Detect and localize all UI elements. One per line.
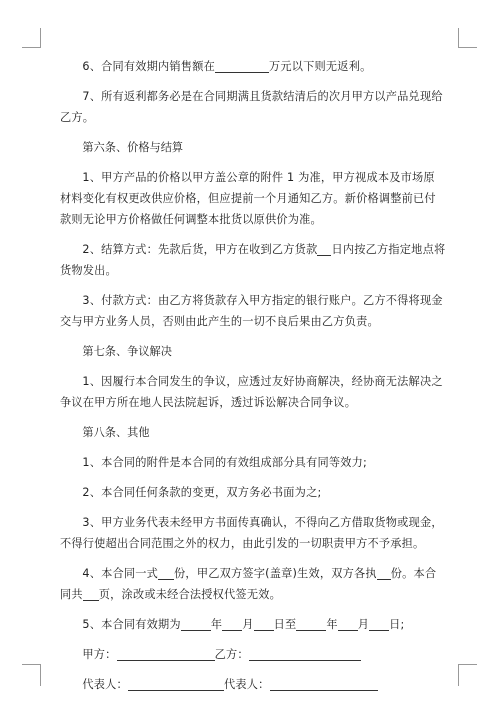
rep-b-signature-line[interactable]	[270, 677, 378, 691]
blank-days[interactable]	[317, 242, 331, 256]
clause-text: 日至	[273, 618, 297, 631]
blank-start-month[interactable]	[222, 617, 242, 631]
price-clause-1: 1、甲方产品的价格以甲方盖公章的附件 1 为准，甲方视成本及市场原材料变化有权更改供应价格，但应提前一个月通知乙方。新价格调整前已付款则无论甲方价格做任何调整本批货以原供价为准。	[60, 171, 436, 226]
signature-row-parties	[60, 644, 446, 665]
clause-text: 月	[242, 618, 254, 631]
section-7-heading: 第七条、争议解决	[82, 345, 172, 358]
clause-text: 年	[210, 618, 223, 631]
crop-mark-bottom-left-h	[22, 664, 41, 665]
crop-mark-top-right-v	[458, 28, 459, 48]
clause-text: 6、合同有效期内销售额在	[82, 60, 215, 73]
crop-mark-bottom-right-h	[458, 664, 477, 665]
clause-text: 月	[357, 618, 370, 631]
section-6-heading: 第六条、价格与结算	[82, 141, 184, 154]
party-a-label: 甲方：	[82, 648, 117, 661]
crop-mark-top-left-h	[22, 47, 41, 48]
crop-mark-top-left-v	[40, 28, 41, 48]
party-a-signature-line[interactable]	[117, 647, 215, 661]
clause-text: 日内按乙方指定地点将货物发出。	[60, 243, 446, 277]
blank-pages[interactable]	[83, 587, 99, 601]
blank-start-year[interactable]	[181, 617, 211, 631]
blank-amount[interactable]	[215, 59, 269, 73]
other-clause-2: 2、本合同任何条款的变更，双方务必书面为之;	[82, 486, 322, 499]
section-8-heading: 第八条、其他	[82, 426, 150, 439]
clause-text: 2、结算方式：先款后货，甲方在收到乙方货款	[82, 243, 318, 256]
blank-end-month[interactable]	[338, 617, 358, 631]
dispute-clause-1: 1、因履行本合同发生的争议，应透过友好协商解决，经协商无法解决之争议在甲方所在地人民法院起诉，透过诉讼解决合同争议。	[60, 375, 443, 409]
clause-text: 份，甲乙双方签字(盖章)生效，双方各执	[174, 567, 377, 580]
clause-text: 日;	[389, 618, 405, 631]
rep-a-signature-line[interactable]	[128, 677, 224, 691]
party-b-signature-line[interactable]	[249, 647, 361, 661]
price-clause-3: 3、付款方式：由乙方将货款存入甲方指定的银行账户。乙方不得将现金交与甲方业务人员，否则由此产生的一切不良后果由乙方负责。	[60, 294, 443, 328]
crop-mark-bottom-left-v	[40, 664, 41, 686]
rep-b-label: 代表人：	[223, 678, 270, 691]
clause-text: 年	[326, 618, 338, 631]
clause-6-sales-threshold	[60, 56, 446, 77]
clause-text: 4、本合同一式	[82, 567, 159, 580]
clause-text: 份。本合同共	[60, 567, 437, 601]
blank-end-year[interactable]	[296, 617, 326, 631]
other-clause-1: 1、本合同的附件是本合同的有效组成部分具有同等效力;	[82, 456, 367, 469]
crop-mark-bottom-right-v	[458, 664, 459, 686]
other-clause-3: 3、甲方业务代表未经甲方书面传真确认，不得向乙方借取货物或现金，不得行使超出合同范围之外的权力，由此引发的一切职责甲方不予承担。	[60, 516, 443, 550]
other-clause-4	[60, 563, 446, 605]
price-clause-2	[60, 239, 446, 281]
blank-end-day[interactable]	[369, 617, 389, 631]
other-clause-5	[60, 614, 446, 635]
clause-text: 万元以下则无返利。	[268, 60, 372, 73]
clause-7-rebate: 7、所有返利都务必是在合同期满且货款结清后的次月甲方以产品兑现给乙方。	[60, 90, 443, 124]
blank-start-day[interactable]	[254, 617, 274, 631]
clause-text: 5、本合同有效期为	[82, 618, 181, 631]
crop-mark-top-right-h	[458, 47, 477, 48]
signature-row-representatives	[60, 674, 446, 695]
blank-each-copies[interactable]	[377, 566, 391, 580]
contract-page	[60, 56, 446, 695]
rep-a-label: 代表人：	[82, 678, 128, 691]
blank-copies[interactable]	[158, 566, 174, 580]
party-b-label: 乙方：	[214, 648, 249, 661]
clause-text: 页，涂改或未经合法授权代签无效。	[98, 588, 281, 601]
